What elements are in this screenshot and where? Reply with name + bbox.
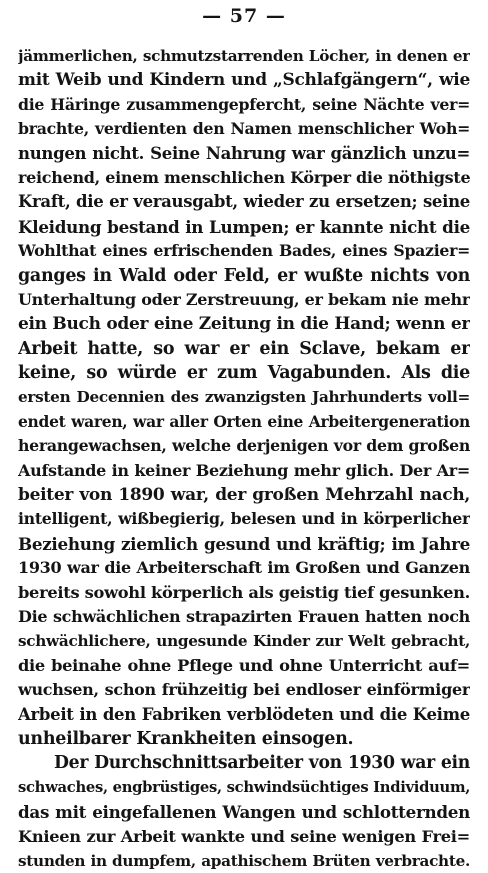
text-line: Arbeit in den Fabriken verblödeten und die Keime bbox=[18, 704, 470, 724]
text-line: ganges in Wald oder Feld, er wußte nichts von bbox=[18, 265, 470, 286]
text-line: bereits sowohl körperlich als geistig tief gesunken. bbox=[18, 582, 470, 602]
text-line: ersten Decennien des zwanzigsten Jahrhunderts voll= bbox=[18, 388, 470, 407]
text-line: schwächlichere, ungesunde Kinder zur Welt gebracht, bbox=[18, 632, 470, 651]
text-line: Kraft, die er verausgabt, wieder zu ersetzen; seine bbox=[18, 192, 470, 212]
text-line: Beziehung ziemlich gesund und kräftig; im Jahre bbox=[18, 533, 470, 554]
text-line: reichend, einem menschlichen Körper die nöthigste bbox=[18, 167, 470, 187]
text-line: Knieen zur Arbeit wankte und seine wenigen Frei= bbox=[18, 826, 470, 846]
body-text bbox=[18, 44, 470, 873]
text-line: Der Durchschnittsarbeiter von 1930 war ein bbox=[54, 753, 470, 774]
paragraph bbox=[18, 751, 470, 873]
text-line: herangewachsen, welche derjenigen vor dem großen bbox=[18, 436, 470, 456]
text-line: brachte, verdienten den Namen menschlicher Woh= bbox=[18, 119, 470, 139]
text-line: nungen nicht. Seine Nahrung war gänzlich unzu= bbox=[18, 143, 470, 163]
text-line: schwaches, engbrüstiges, schwindsüchtiges Individuum, bbox=[18, 778, 470, 796]
text-line: mit Weib und Kindern und „Schlafgängern“, wie bbox=[18, 70, 470, 91]
paragraph bbox=[18, 44, 470, 751]
text-line: ein Buch oder eine Zeitung in die Hand; wenn er bbox=[18, 314, 470, 335]
text-line: stunden in dumpfem, apathischem Brüten verbrachte. bbox=[18, 851, 470, 870]
text-line: die Häringe zusammengepfercht, seine Nächte ver= bbox=[18, 94, 470, 114]
text-line: keine, so würde er zum Vagabunden. Als die bbox=[18, 363, 470, 384]
text-line: Aufstande in keiner Beziehung mehr glich. Der Ar= bbox=[18, 460, 470, 480]
text-line: Unterhaltung oder Zerstreuung, er bekam nie mehr bbox=[18, 289, 470, 309]
text-line: das mit eingefallenen Wangen und schlotternden bbox=[18, 802, 470, 823]
page-number: — 57 — bbox=[202, 5, 286, 27]
text-line: beiter von 1890 war, der großen Mehrzahl nach, bbox=[18, 485, 470, 506]
text-line: 1930 war die Arbeiterschaft im Großen und Ganzen bbox=[18, 558, 470, 578]
text-line: intelligent, wißbegierig, belesen und in körperlicher bbox=[18, 509, 470, 529]
text-line: die beinahe ohne Pflege und ohne Unterricht auf= bbox=[18, 655, 470, 675]
text-line: Wohlthat eines erfrischenden Bades, eines Spazier= bbox=[18, 241, 470, 261]
text-line: wuchsen, schon frühzeitig bei endloser einförmiger bbox=[18, 680, 470, 700]
text-line: Kleidung bestand in Lumpen; er kannte nicht die bbox=[18, 216, 470, 237]
text-line: Arbeit hatte, so war er ein Sclave, bekam er bbox=[18, 338, 470, 359]
text-line: Die schwächlichen strapazirten Frauen hatten noch bbox=[18, 606, 470, 626]
text-line: jämmerlichen, schmutzstarrenden Löcher, in denen er bbox=[18, 47, 470, 65]
text-line: unheilbarer Krankheiten einsogen. bbox=[18, 728, 354, 749]
text-line: endet waren, war aller Orten eine Arbeitergeneration bbox=[18, 411, 470, 431]
